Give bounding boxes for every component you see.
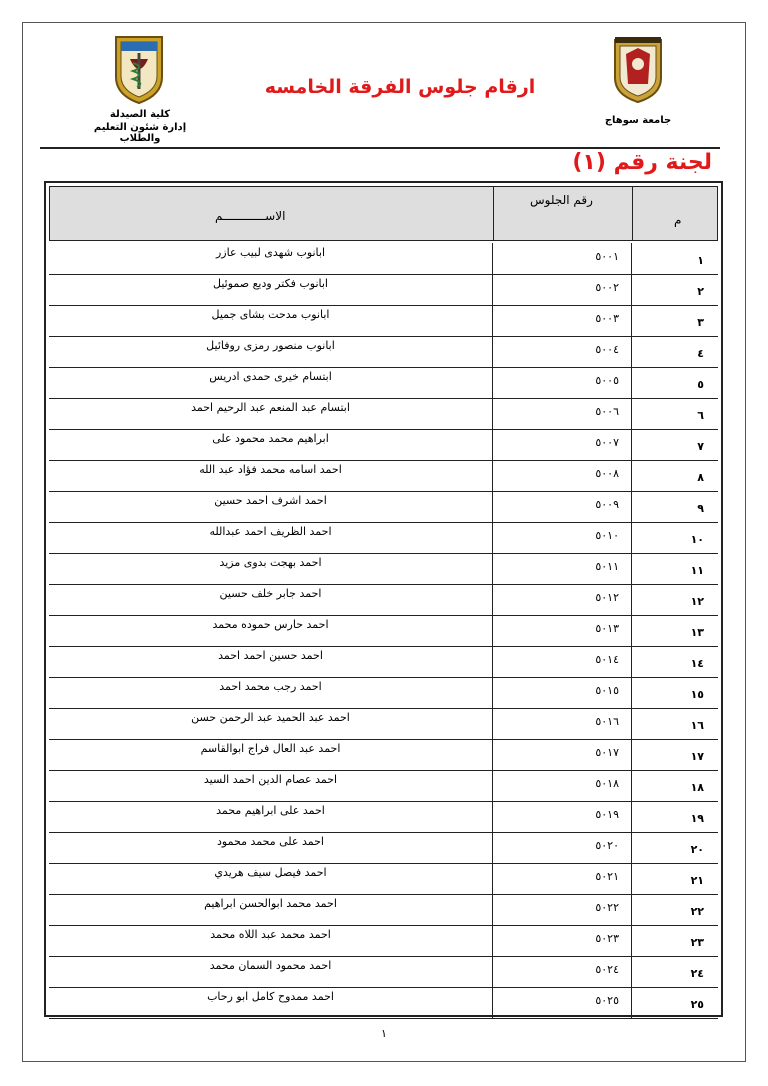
- row-index: ١٨: [690, 781, 704, 794]
- student-name: ابتسام خيرى حمدى ادريس: [209, 370, 332, 383]
- row-index: ٢: [697, 285, 704, 298]
- row-index: ٢٠: [690, 843, 704, 856]
- seat-number: ٥٠١٩: [595, 808, 619, 821]
- table-row: [49, 987, 718, 1019]
- seat-cell: [492, 336, 632, 367]
- student-name: احمد ممدوح كامل ابو رحاب: [207, 990, 334, 1003]
- seat-number: ٥٠١٦: [595, 715, 619, 728]
- name-cell: [49, 615, 493, 646]
- seat-cell: [492, 243, 632, 274]
- student-name: احمد على ابراهيم محمد: [216, 804, 325, 817]
- column-header-name-label: الاســــــــــــم: [215, 209, 286, 223]
- seat-number: ٥٠٢٥: [595, 994, 619, 1007]
- column-header-index-label: م: [674, 213, 682, 227]
- student-name: احمد اسامه محمد فؤاد عبد الله: [199, 463, 342, 476]
- student-name: احمد الظريف احمد عبدالله: [209, 525, 332, 538]
- table-row: [49, 584, 718, 616]
- index-cell: [631, 274, 718, 305]
- seat-number: ٥٠٠٥: [595, 374, 619, 387]
- student-name: احمد عبد الحميد عبد الرحمن حسن: [191, 711, 350, 724]
- column-header-seat: [493, 187, 633, 240]
- seat-number: ٥٠٠٦: [595, 405, 619, 418]
- seat-cell: [492, 863, 632, 894]
- student-name: ابتسام عبد المنعم عبد الرحيم احمد: [191, 401, 350, 414]
- table-row: [49, 305, 718, 337]
- seat-cell: [492, 553, 632, 584]
- faculty-of-pharmacy-logo: [112, 33, 166, 105]
- seat-number: ٥٠١٠: [595, 529, 619, 542]
- student-name: ابانوب شهدى لبيب عازر: [215, 246, 326, 259]
- index-cell: [631, 243, 718, 274]
- index-cell: [631, 956, 718, 987]
- seat-cell: [492, 398, 632, 429]
- seat-cell: [492, 894, 632, 925]
- student-name: احمد حسين احمد احمد: [218, 649, 323, 662]
- table-row: [49, 274, 718, 306]
- seat-cell: [492, 832, 632, 863]
- student-name: ابانوب فكتر وديع صموئيل: [212, 277, 328, 290]
- table-row: [49, 243, 718, 275]
- name-cell: [49, 553, 493, 584]
- row-index: ٤: [697, 347, 704, 360]
- seat-cell: [492, 584, 632, 615]
- seat-cell: [492, 925, 632, 956]
- row-index: ١٦: [690, 719, 704, 732]
- table-row: [49, 460, 718, 492]
- seat-number: ٥٠٠٧: [595, 436, 619, 449]
- table-row: [49, 646, 718, 678]
- index-cell: [631, 491, 718, 522]
- row-index: ١٤: [690, 657, 704, 670]
- seat-number: ٥٠١١: [595, 560, 619, 573]
- seat-cell: [492, 460, 632, 491]
- seat-number: ٥٠٠٤: [595, 343, 619, 356]
- index-cell: [631, 987, 718, 1018]
- row-index: ١: [697, 254, 704, 267]
- index-cell: [631, 894, 718, 925]
- table-row: [49, 615, 718, 647]
- table-row: [49, 336, 718, 368]
- row-index: ٨: [697, 471, 704, 484]
- seat-cell: [492, 956, 632, 987]
- page-title: ارقام جلوس الفرقة الخامسه: [264, 76, 536, 98]
- row-index: ٢٤: [690, 967, 704, 980]
- seat-cell: [492, 522, 632, 553]
- index-cell: [631, 460, 718, 491]
- name-cell: [49, 429, 493, 460]
- student-name: احمد محمود السمان محمد: [209, 959, 332, 972]
- table-row: [49, 832, 718, 864]
- index-cell: [631, 832, 718, 863]
- student-name: احمد فيصل سيف هريدي: [214, 866, 327, 879]
- seat-cell: [492, 739, 632, 770]
- row-index: ١٥: [690, 688, 704, 701]
- page-number: ١: [381, 1027, 387, 1040]
- name-cell: [49, 863, 493, 894]
- seat-number: ٥٠٢٣: [595, 932, 619, 945]
- name-cell: [49, 646, 493, 677]
- seat-cell: [492, 770, 632, 801]
- index-cell: [631, 584, 718, 615]
- name-cell: [49, 832, 493, 863]
- index-cell: [631, 708, 718, 739]
- index-cell: [631, 553, 718, 584]
- table-row: [49, 863, 718, 895]
- table-row: [49, 925, 718, 957]
- seat-cell: [492, 801, 632, 832]
- seat-cell: [492, 491, 632, 522]
- name-cell: [49, 584, 493, 615]
- seat-number: ٥٠١٢: [595, 591, 619, 604]
- index-cell: [631, 863, 718, 894]
- index-cell: [631, 770, 718, 801]
- index-cell: [631, 677, 718, 708]
- name-cell: [49, 522, 493, 553]
- seat-number: ٥٠١٨: [595, 777, 619, 790]
- seat-number: ٥٠٠٣: [595, 312, 619, 325]
- name-cell: [49, 987, 493, 1018]
- table-row: [49, 398, 718, 430]
- row-index: ١٢: [690, 595, 704, 608]
- seat-cell: [492, 367, 632, 398]
- row-index: ١٧: [690, 750, 704, 763]
- student-name: احمد عصام الدين احمد السيد: [203, 773, 338, 786]
- row-index: ٢٣: [690, 936, 704, 949]
- row-index: ١٣: [690, 626, 704, 639]
- seat-number: ٥٠٢٤: [595, 963, 619, 976]
- seat-number: ٥٠٠٨: [595, 467, 619, 480]
- seat-number: ٥٠٢١: [595, 870, 619, 883]
- index-cell: [631, 429, 718, 460]
- seat-number: ٥٠١٤: [595, 653, 619, 666]
- seat-cell: [492, 305, 632, 336]
- table-row: [49, 429, 718, 461]
- index-cell: [631, 336, 718, 367]
- table-row: [49, 894, 718, 926]
- table-row: [49, 956, 718, 988]
- student-name: ابراهيم محمد محمود على: [212, 432, 329, 445]
- name-cell: [49, 801, 493, 832]
- student-name: احمد بهجت بدوى مزيد: [219, 556, 322, 569]
- university-name: جامعة سوهاج: [604, 115, 672, 126]
- table-row: [49, 491, 718, 523]
- name-cell: [49, 243, 493, 274]
- row-index: ٧: [697, 440, 704, 453]
- seat-number: ٥٠١٣: [595, 622, 619, 635]
- name-cell: [49, 367, 493, 398]
- table-row: [49, 708, 718, 740]
- table-header: [49, 186, 718, 241]
- seat-number: ٥٠٢٠: [595, 839, 619, 852]
- seat-cell: [492, 429, 632, 460]
- student-name: احمد حارس حموده محمد: [212, 618, 329, 631]
- name-cell: [49, 894, 493, 925]
- name-cell: [49, 677, 493, 708]
- table-row: [49, 801, 718, 833]
- student-name: احمد اشرف احمد حسين: [214, 494, 327, 507]
- seat-number: ٥٠٠٢: [595, 281, 619, 294]
- student-name: احمد رجب محمد احمد: [219, 680, 322, 693]
- index-cell: [631, 305, 718, 336]
- row-index: ١٠: [690, 533, 704, 546]
- seat-number: ٥٠١٥: [595, 684, 619, 697]
- index-cell: [631, 646, 718, 677]
- table-row: [49, 367, 718, 399]
- name-cell: [49, 305, 493, 336]
- student-name: احمد محمد ابوالحسن ابراهيم: [204, 897, 337, 910]
- row-index: ٢٥: [690, 998, 704, 1011]
- table-row: [49, 677, 718, 709]
- column-header-name: [50, 187, 494, 240]
- column-header-index: [632, 187, 717, 240]
- row-index: ٢٢: [690, 905, 704, 918]
- student-name: ابانوب منصور رمزى روفائيل: [206, 339, 335, 352]
- index-cell: [631, 367, 718, 398]
- column-header-seat-label: رقم الجلوس: [530, 193, 593, 207]
- table-row: [49, 522, 718, 554]
- index-cell: [631, 739, 718, 770]
- seat-cell: [492, 708, 632, 739]
- name-cell: [49, 460, 493, 491]
- name-cell: [49, 925, 493, 956]
- seat-cell: [492, 274, 632, 305]
- row-index: ٢١: [690, 874, 704, 887]
- row-index: ١٩: [690, 812, 704, 825]
- seat-cell: [492, 646, 632, 677]
- name-cell: [49, 956, 493, 987]
- sohag-university-logo: [612, 34, 664, 104]
- header-divider: [40, 147, 720, 149]
- name-cell: [49, 739, 493, 770]
- name-cell: [49, 491, 493, 522]
- index-cell: [631, 801, 718, 832]
- seat-number: ٥٠٠١: [595, 250, 619, 263]
- name-cell: [49, 708, 493, 739]
- index-cell: [631, 925, 718, 956]
- name-cell: [49, 336, 493, 367]
- faculty-name: كلية الصيدلة: [109, 109, 171, 120]
- seat-cell: [492, 677, 632, 708]
- seat-cell: [492, 615, 632, 646]
- seat-number-table: [44, 181, 723, 1017]
- index-cell: [631, 615, 718, 646]
- seat-cell: [492, 987, 632, 1018]
- row-index: ٥: [697, 378, 704, 391]
- row-index: ٣: [697, 316, 704, 329]
- seat-number: ٥٠٠٩: [595, 498, 619, 511]
- student-name: احمد على محمد محمود: [217, 835, 324, 848]
- index-cell: [631, 522, 718, 553]
- department-name: إدارة شئون التعليم والطلاب: [93, 122, 187, 144]
- committee-label: لجنة رقم (١): [572, 150, 712, 175]
- seat-number: ٥٠١٧: [595, 746, 619, 759]
- index-cell: [631, 398, 718, 429]
- row-index: ٦: [697, 409, 704, 422]
- student-name: احمد جابر خلف حسين: [219, 587, 322, 600]
- student-name: ابانوب مدحت بشاى جميل: [211, 308, 330, 321]
- name-cell: [49, 770, 493, 801]
- seat-number: ٥٠٢٢: [595, 901, 619, 914]
- row-index: ٩: [697, 502, 704, 515]
- table-row: [49, 770, 718, 802]
- table-row: [49, 553, 718, 585]
- table-row: [49, 739, 718, 771]
- student-name: احمد عبد العال فراج ابوالقاسم: [200, 742, 341, 755]
- row-index: ١١: [690, 564, 704, 577]
- name-cell: [49, 274, 493, 305]
- name-cell: [49, 398, 493, 429]
- student-name: احمد محمد عبد اللاه محمد: [210, 928, 331, 941]
